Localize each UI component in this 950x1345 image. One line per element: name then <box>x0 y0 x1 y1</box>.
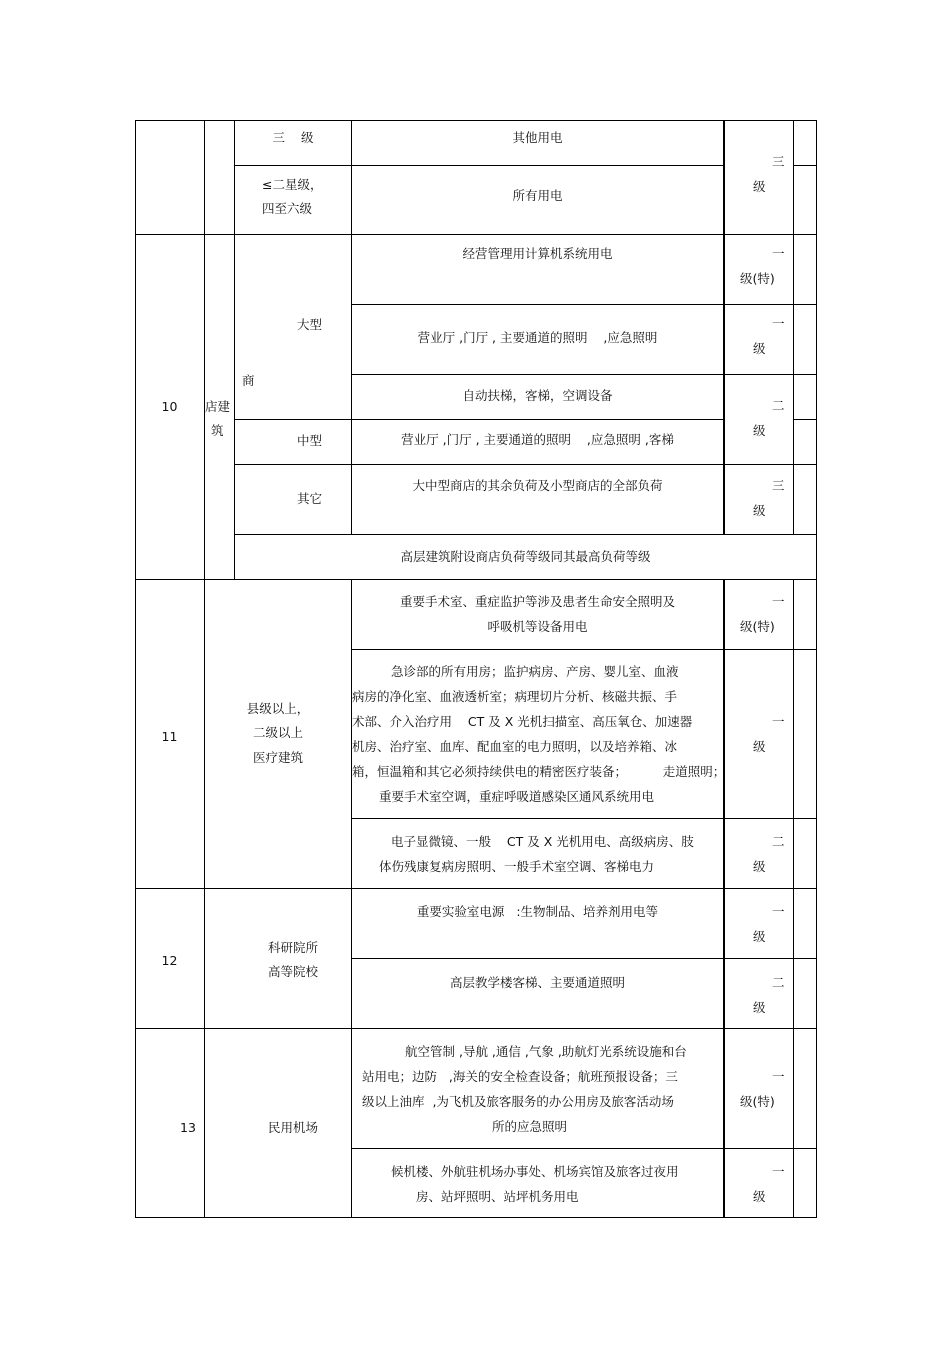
table-note: 高层建筑附设商店负荷等级同其最高负荷等级 <box>400 549 651 564</box>
table-rule <box>135 234 816 235</box>
level-label: 三 级 <box>272 130 314 145</box>
table-rule <box>816 120 817 1218</box>
table-rule <box>135 1028 816 1029</box>
load-grade: 一 <box>772 316 785 331</box>
load-grade: 二 <box>772 834 785 849</box>
load-description: 电子显微镜、一般 CT 及 X 光机用电、高级病房、肢 <box>391 834 694 849</box>
building-category: 店建 <box>205 399 231 414</box>
load-description: 呼吸机等设备用电 <box>487 619 588 634</box>
table-rule <box>793 579 794 1218</box>
load-description: 候机楼、外航驻机场办事处、机场宾馆及旅客过夜用 <box>391 1164 679 1179</box>
table-rule <box>794 165 816 166</box>
load-description: 机房、治疗室、血库、配血室的电力照明，以及培养箱、冰 <box>352 739 678 754</box>
load-grade: 级 <box>753 1000 766 1015</box>
load-grade: 级(特) <box>740 271 775 286</box>
load-grade: 级 <box>753 503 766 518</box>
load-description: 所的应急照明 <box>492 1119 568 1134</box>
load-description: 营业厅 ,门厅 , 主要通道的照明 ,应急照明 ,客梯 <box>401 432 674 447</box>
load-grade: 级 <box>753 739 766 754</box>
load-grade: 级 <box>753 423 766 438</box>
building-category: 筑 <box>211 423 224 438</box>
building-category: 医疗建筑 <box>252 750 303 765</box>
building-category: 二级以上 <box>252 725 303 740</box>
load-description: 重要手术室空调，重症呼吸道感染区通风系统用电 <box>379 789 655 804</box>
load-description: 站用电；边防 ,海关的安全检查设备；航班预报设备；三 <box>362 1069 678 1084</box>
building-category: 商 <box>242 373 255 388</box>
load-description: 房、站坪照明、站坪机务用电 <box>416 1189 579 1204</box>
load-grade: 二 <box>772 398 785 413</box>
table-rule <box>135 1217 816 1218</box>
table-rule <box>235 464 816 465</box>
load-description: 所有用电 <box>512 188 563 203</box>
load-grade: 级 <box>753 179 766 194</box>
sub-type-label: 大型 <box>297 317 323 332</box>
table-rule <box>135 120 136 1218</box>
building-category: 高等院校 <box>267 964 318 979</box>
load-description: 高层教学楼客梯、主要通道照明 <box>449 975 625 990</box>
load-description: 术部、介入治疗用 CT 及 X 光机扫描室、高压氧仓、加速器 <box>352 714 693 729</box>
table-rule <box>135 579 816 580</box>
load-grade: 级 <box>753 859 766 874</box>
table-rule <box>351 304 816 305</box>
load-grade: 一 <box>772 714 785 729</box>
load-grade: 一 <box>772 904 785 919</box>
load-grade: 三 <box>772 154 785 169</box>
load-description: 级以上油库 ,为飞机及旅客服务的办公用房及旅客活动场 <box>362 1094 674 1109</box>
row-number: 11 <box>161 729 178 744</box>
load-description: 重要手术室、重症监护等涉及患者生命安全照明及 <box>399 594 675 609</box>
load-description: 病房的净化室、血液透析室；病理切片分析、核磁共振、手 <box>352 689 678 704</box>
load-description: 急诊部的所有用房；监护病房、产房、婴儿室、血液 <box>391 664 679 679</box>
load-description: 营业厅 ,门厅 , 主要通道的照明 ,应急照明 <box>417 330 658 345</box>
building-category: 民用机场 <box>267 1120 318 1135</box>
load-grade: 级 <box>753 1189 766 1204</box>
sub-type-label: 其它 <box>297 491 323 506</box>
table-rule <box>794 419 816 420</box>
table-rule <box>723 120 725 535</box>
load-description: 箱，恒温箱和其它必须持续供电的精密医疗装备； 走道照明； <box>352 764 726 779</box>
load-description: 重要实验室电源 :生物制品、培养剂用电等 <box>416 904 659 919</box>
load-description: 其他用电 <box>512 130 563 145</box>
table-rule <box>235 419 724 420</box>
load-description: 航空管制 ,导航 ,通信 ,气象 ,助航灯光系统设施和台 <box>405 1044 687 1059</box>
load-grade: 级 <box>753 341 766 356</box>
load-grade: 三 <box>772 478 785 493</box>
load-description: 经营管理用计算机系统用电 <box>462 246 613 261</box>
level-label: ≤二星级， <box>262 177 323 192</box>
load-grade: 级 <box>753 929 766 944</box>
table-rule <box>351 1148 816 1149</box>
table-rule <box>235 534 816 535</box>
sub-type-label: 中型 <box>297 433 323 448</box>
row-number: 13 <box>180 1120 196 1135</box>
building-category: 科研院所 <box>267 940 318 955</box>
load-description: 自动扶梯，客梯，空调设备 <box>462 388 613 403</box>
table-rule <box>723 579 725 1218</box>
table-rule <box>351 649 816 650</box>
load-grade: 一 <box>772 1164 785 1179</box>
table-rule <box>135 120 816 121</box>
load-grade: 级(特) <box>740 619 775 634</box>
table-rule <box>234 120 235 580</box>
level-label: 四至六级 <box>262 201 313 216</box>
table-rule <box>235 165 724 166</box>
table-rule <box>351 818 816 819</box>
load-grade: 二 <box>772 975 785 990</box>
load-grade: 一 <box>772 594 785 609</box>
table-rule <box>351 958 816 959</box>
load-grade: 级(特) <box>740 1094 775 1109</box>
building-category: 县级以上， <box>246 701 310 716</box>
load-grade: 一 <box>772 246 785 261</box>
row-number: 10 <box>161 399 178 414</box>
row-number: 12 <box>161 953 178 968</box>
table-rule <box>135 888 816 889</box>
load-description: 大中型商店的其余负荷及小型商店的全部负荷 <box>412 478 663 493</box>
load-description: 体伤残康复病房照明、一般手术室空调、客梯电力 <box>379 859 655 874</box>
table-rule <box>204 120 205 1218</box>
load-grade: 一 <box>772 1069 785 1084</box>
table-rule <box>793 120 794 535</box>
table-rule <box>351 374 816 375</box>
